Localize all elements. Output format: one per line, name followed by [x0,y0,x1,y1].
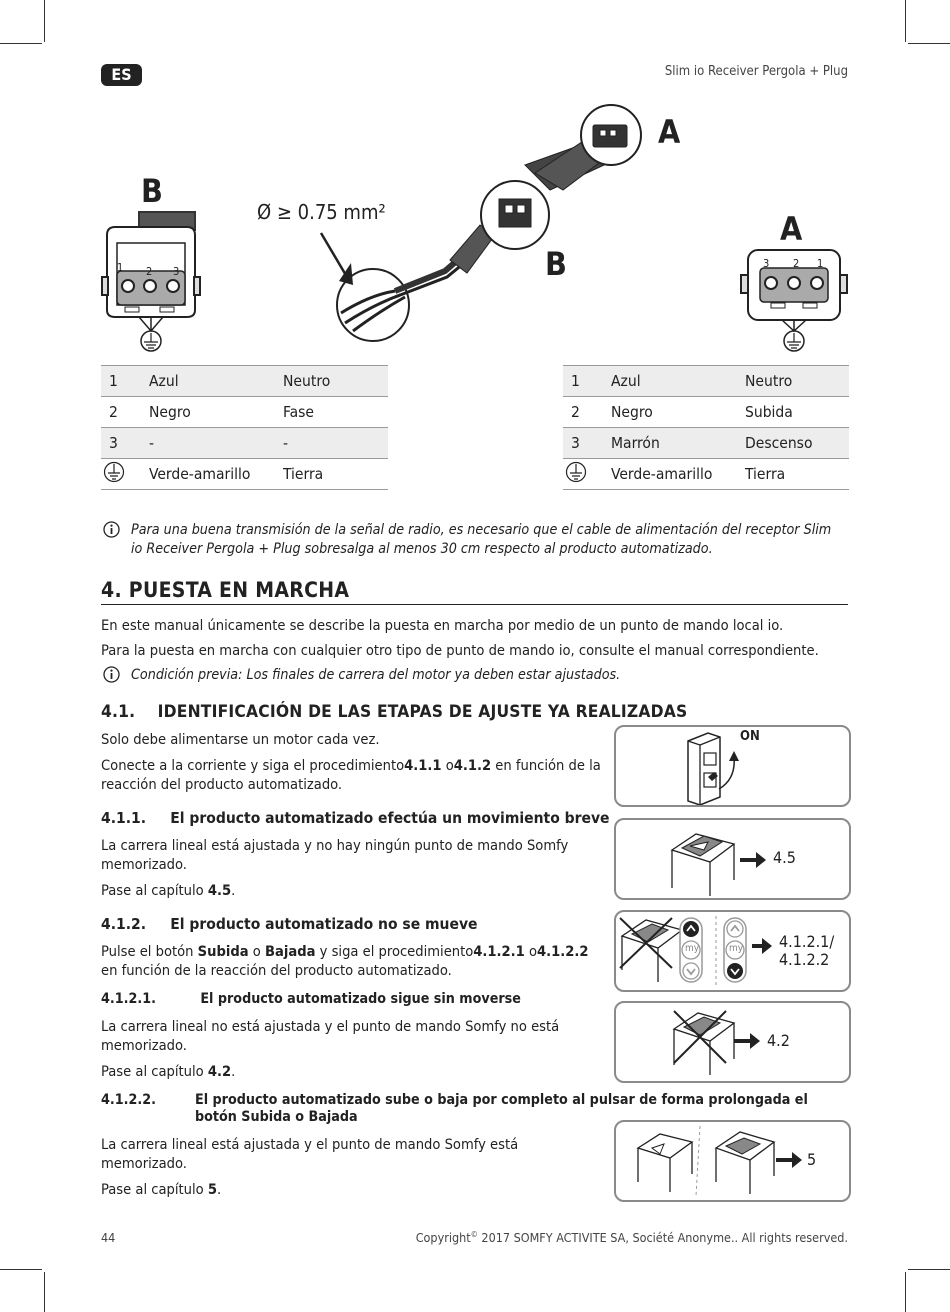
text-run: Pulse el botón [101,943,198,960]
table-cell: Neutro [275,366,388,397]
chapter-ref: 5 [207,1181,217,1198]
pergola-short-move-icon [616,820,849,898]
crop-mark [0,1269,42,1270]
section-4-1-paragraph: Solo debe alimentarse un motor cada vez. [101,731,380,748]
power-on-illustration [614,725,851,807]
radio-note-line2: io Receiver Pergola + Plug sobresalga al menos 30 cm respecto al producto automatizado. [131,541,713,557]
crop-mark [44,0,45,42]
text-run: . [216,1181,222,1198]
procedure-ref: 4.1.2.2 [537,943,589,960]
no-movement-illustration [614,910,851,992]
pin-label: 3 [763,257,770,270]
chapter-ref-label: 4.5 [773,848,796,867]
precondition-note: Condición previa: Los finales de carrera del motor ya deben estar ajustados. [131,667,621,683]
pin-label: 1 [817,257,824,270]
arrow-icon [321,233,347,277]
text-run: o [441,757,454,774]
table-row [101,397,388,428]
section-4-1-1-paragraph: memorizado. [101,856,187,873]
table-cell: Subida [737,397,849,428]
procedure-ref: 4.1.1 [404,757,442,774]
procedure-ref-label: 4.1.2.2 [779,950,830,969]
table-cell [101,459,141,490]
header-product-name: Slim io Receiver Pergola + Plug [664,64,848,79]
earth-ground-icon [103,461,125,483]
receiver-module-drawing [481,105,641,249]
crop-mark [44,1272,45,1312]
arrow-right-icon [734,1033,760,1049]
table-cell: 3 [563,428,603,459]
section-4-1-2-paragraph: en función de la reacción del producto automatizado. [101,962,452,979]
text-run: 2017 SOMFY ACTIVITE SA, Société Anonyme.. All rights reserved. [477,1230,848,1246]
wire-section-label: Ø ≥ 0.75 mm² [257,200,386,224]
section-4-1-2-heading: 4.1.2. El producto automatizado no se mueve [101,915,478,933]
text-run: Pase al capítulo [101,1181,208,1198]
text-run: y siga el procedimiento [315,943,474,960]
procedure-ref: 4.1.2 [453,757,492,774]
arrow-right-icon [776,1152,802,1168]
chapter-ref-label: 5 [807,1150,817,1169]
section-4-1-2-2-heading: El producto automatizado sube o baja por completo al pulsar de forma prolongada el [195,1092,808,1108]
table-row [563,428,849,459]
chapter-ref: 4.2 [207,1063,232,1080]
text-run: Copyright [415,1230,471,1246]
my-button-label: my [728,943,744,954]
section-4-1-1-paragraph [101,881,235,900]
table-row [101,366,388,397]
connector-b-drawing [102,212,200,351]
table-cell: - [275,428,388,459]
wiring-table-right [563,365,849,490]
section-4-1-2-2-paragraph [101,1180,221,1199]
label-a-top: A [658,113,681,151]
table-row [101,428,388,459]
pin-label: 3 [173,265,180,278]
section-4-1-2-2-number: 4.1.2.2. [101,1092,156,1108]
section-4-1-1-heading: 4.1.1. El producto automatizado efectúa un movimiento breve [101,809,610,827]
table-row [563,459,849,490]
label-b-center: B [545,245,567,283]
crop-mark [905,0,906,42]
text-run: en función de la [491,757,601,774]
text-run: o [524,943,537,960]
table-cell: 1 [101,366,141,397]
text-run: Pase al capítulo [101,1063,208,1080]
copyright-sign: © [470,1230,478,1239]
short-movement-illustration [614,818,851,900]
crop-mark [0,43,42,44]
chapter-ref: 4.5 [207,882,232,899]
button-ref: Subida [197,943,249,960]
table-cell: 1 [563,366,603,397]
chapter-ref-label: 4.2 [767,1031,790,1050]
table-cell [563,459,603,490]
table-cell: Negro [603,397,737,428]
section-4-1-2-1-paragraph: La carrera lineal no está ajustada y el punto de mando Somfy no está [101,1018,560,1035]
table-cell: Negro [141,397,275,428]
section-4-1-2-1-paragraph: memorizado. [101,1037,187,1054]
table-cell: Marrón [603,428,737,459]
language-badge: ES [101,64,142,86]
section-4-1-2-1-heading: 4.1.2.1. El producto automatizado sigue sin moverse [101,991,521,1007]
section-4-paragraph: Para la puesta en marcha con cualquier otro tipo de punto de mando io, consulte el manual correspondiente. [101,642,819,659]
text-run: Conecte a la corriente y siga el procedimiento [101,757,405,774]
table-cell: 3 [101,428,141,459]
full-movement-illustration [614,1120,851,1202]
section-4-1-2-paragraph [101,942,589,961]
pin-label: 2 [793,257,800,270]
procedure-ref-label: 4.1.2.1/ [779,932,835,951]
info-icon [103,666,120,683]
info-icon [103,521,120,538]
table-cell: Tierra [275,459,388,490]
circuit-breaker-icon [616,727,849,805]
still-no-movement-illustration [614,1001,851,1083]
crop-mark [908,1269,950,1270]
text-run: . [231,882,236,899]
my-button-label: my [684,943,700,954]
text-run: o [248,943,265,960]
section-4-1-2-1-paragraph [101,1062,235,1081]
table-cell: 2 [101,397,141,428]
table-cell: Neutro [737,366,849,397]
crop-mark [905,1272,906,1312]
crop-mark [908,43,950,44]
pergola-no-move-icon [616,1003,849,1081]
table-cell: Descenso [737,428,849,459]
section-4-1-heading: 4.1. IDENTIFICACIÓN DE LAS ETAPAS DE AJUSTE YA REALIZADAS [101,702,688,722]
text-run: . [231,1063,236,1080]
page-number: 44 [101,1230,116,1245]
section-4-1-2-2-heading: botón Subida o Bajada [195,1109,358,1125]
label-b-left: B [141,172,163,210]
label-a-right: A [780,210,803,248]
on-label: ON [740,729,760,744]
table-cell: Azul [141,366,275,397]
button-ref: Bajada [265,943,316,960]
arrow-right-icon [752,938,772,954]
section-4-1-paragraph: reacción del producto automatizado. [101,776,343,793]
cable-drawing [337,225,495,341]
text-run: Pase al capítulo [101,882,208,899]
table-cell: Tierra [737,459,849,490]
table-row [563,366,849,397]
procedure-ref: 4.1.2.1 [473,943,525,960]
table-cell: - [141,428,275,459]
pin-label: 1 [117,261,124,274]
section-4-1-paragraph [101,756,601,775]
table-cell: Azul [603,366,737,397]
table-row [101,459,388,490]
pin-label: 2 [146,265,153,278]
section-4-paragraph: En este manual únicamente se describe la puesta en marcha por medio de un punto de mando local io. [101,617,784,634]
arrow-right-icon [740,852,766,868]
table-cell: Fase [275,397,388,428]
copyright [416,1230,848,1245]
section-4-1-2-2-paragraph: La carrera lineal está ajustada y el punto de mando Somfy está [101,1136,519,1153]
section-4-1-2-2-paragraph: memorizado. [101,1155,187,1172]
section-4-1-1-paragraph: La carrera lineal está ajustada y no hay ningún punto de mando Somfy [101,837,569,854]
table-cell: Verde-amarillo [141,459,275,490]
earth-ground-icon [565,461,587,483]
table-cell: 2 [563,397,603,428]
table-cell: Verde-amarillo [603,459,737,490]
wiring-diagram [95,95,855,360]
section-4-heading: 4. PUESTA EN MARCHA [101,578,848,605]
wiring-table-left [101,365,388,490]
table-row [563,397,849,428]
radio-note-line1: Para una buena transmisión de la señal de radio, es necesario que el cable de alimentación del receptor Slim [131,522,832,538]
